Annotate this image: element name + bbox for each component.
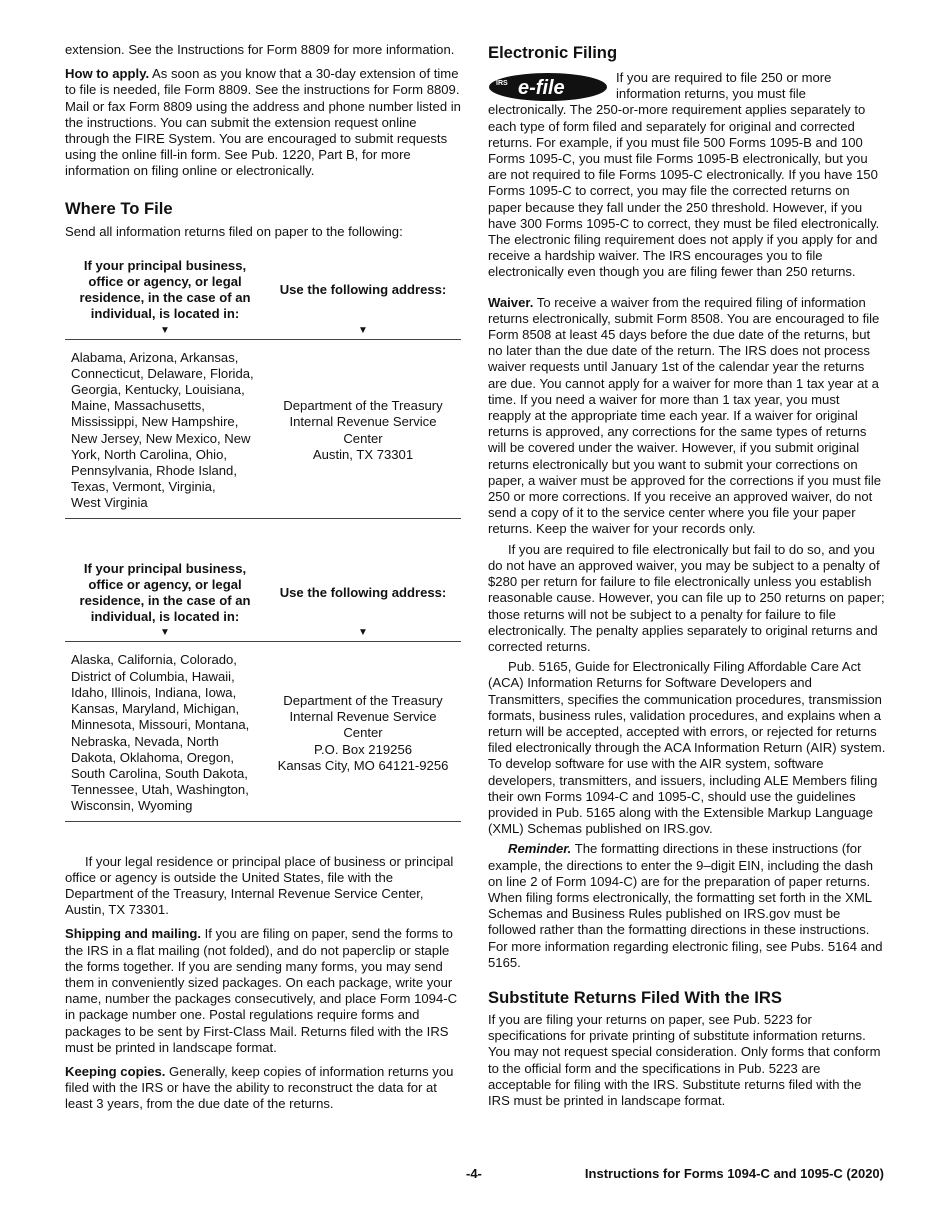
arrow-down-icon: ▼ <box>358 627 368 639</box>
electronic-filing-heading: Electronic Filing <box>488 43 618 62</box>
how-to-apply-lead: How to apply. <box>65 66 150 82</box>
arrow-down-icon: ▼ <box>160 324 170 336</box>
table-row <box>65 642 461 820</box>
mailing-address: Department of the Treasury Internal Revenue Service Center P.O. Box 219256 Kansas City, MO 64121-9256 <box>277 692 449 773</box>
states-list: Alaska, California, Colorado, District of Columbia, Hawaii, Idaho, Illinois, Indiana, Iowa, Kansas, Maryland, Michigan, Minnesota, Missouri, Montana, Nebraska, Nevada, North Dakota, Oklahoma, Oregon, South Carolina, South Dakota, Tennessee, Utah, Washington, Wisconsin, Wyoming <box>71 652 250 814</box>
table-header-arrows <box>65 625 461 641</box>
table-header-address: Use the following address: <box>279 282 447 298</box>
arrow-down-icon: ▼ <box>358 324 368 336</box>
substitute-returns-text: If you are filing your returns on paper, see Pub. 5223 for specifications for private printing of substitute information returns. You may not request special consideration. Only forms that conform to the official form and the specifications in Pub. 5223 are acceptable for filing with the IRS. Substitute returns filed with the IRS must be printed in landscape format. <box>488 1011 881 1108</box>
reminder-lead: Reminder. <box>508 841 572 857</box>
table-header-location: If your principal business, office or agency, or legal residence, in the case of an individual, is located in: <box>79 560 251 625</box>
reminder-text: The formatting directions in these instructions (for example, the directions to enter the 9–digit EIN, including the dash on line 2 of Form 1094-C) are for the preparation of paper returns. When filing forms electronically, the formatting set forth in the XML Schemas and Business Rules published on IRS.gov must be followed rather than the formatting directions in these instructions. For more information regarding electronic filing, see Pubs. 5164 and 5165. <box>488 841 883 970</box>
waiver-text: To receive a waiver from the required filing of information returns electronically, submit Form 8508. You are encouraged to file Form 8508 at least 45 days before the due date of the returns, but no later than the due date of the return. The IRS does not process waiver requests until January 1st of the calendar year the returns are due. You cannot apply for a waiver for more than 1 tax year at a time. If you need a waiver for more than 1 tax year, you must reapply at the appropriate time each year. If a waiver for original returns is approved, any corrections for the same types of returns will be covered under the waiver. However, if you submit original returns electronically but you want to submit your corrections on paper, a waiver must be approved for the corrections if you must file 250 or more corrections. If you receive an approved waiver, do not send a copy of it to the service center where you file your paper returns. Keep the waiver for your records only. <box>488 294 882 537</box>
intro-paragraph: extension. See the Instructions for Form 8809 for more information. <box>65 42 455 57</box>
table-row <box>65 340 461 518</box>
shipping-paragraph <box>65 926 461 1056</box>
keeping-copies-text: Generally, keep copies of information returns you filed with the IRS or have the ability to reconstruct the data for at least 3 years, from the due date of the returns. <box>65 1063 454 1112</box>
waiver-lead: Waiver. <box>488 294 534 310</box>
table-header <box>65 561 461 626</box>
shipping-text: If you are filing on paper, send the forms to the IRS in a flat mailing (not folded), and do not paperclip or staple the forms together. If you are sending many forms, you may send them in conveniently sized packages. On each package, write your name, number the packages consecutively, and place Form 1094-C in package number one. Postal regulations require forms and packages to be sent by First-Class Mail. Returns filed with the IRS must be printed in landscape format. <box>65 926 458 1055</box>
left-column <box>65 42 461 1113</box>
states-list: Alabama, Arizona, Arkansas, Connecticut, Delaware, Florida, Georgia, Kentucky, Louisiana, Maine, Massachusetts, Mississippi, New Hampshire, New Jersey, New Mexico, New York, North Carolina, Ohio, Pennsylvania, Rhode Island, Texas, Vermont, Virginia, West Virginia <box>71 349 254 511</box>
penalty-paragraph: If you are required to file electronically but fail to do so, and you do not have an approved waiver, you may be subject to a penalty of $280 per return for failure to file electronically unless you establish reasonable cause. However, you can file up to 250 returns on paper; those returns will not be subject to a penalty for failure to file electronically. The penalty applies separately to original returns and corrected returns. <box>488 541 885 654</box>
substitute-returns-heading: Substitute Returns Filed With the IRS <box>488 987 782 1007</box>
table-rule <box>65 518 461 519</box>
table-header-location: If your principal business, office or agency, or legal residence, in the case of an individual, is located in: <box>79 257 251 322</box>
logo-efile-text: e-file <box>518 77 565 99</box>
table-header-arrows <box>65 323 461 339</box>
address-table-1 <box>65 258 461 519</box>
right-column <box>488 42 886 1109</box>
how-to-apply-text: As soon as you know that a 30-day extension of time to file is needed, file Form 8809. See the instructions for Form 8809. Mail or fax Form 8809 using the address and phone number listed in the instructions. You can submit the extension request online through the FIRE System. You are encouraged to submit requests using the online fill-in form. See Pub. 1220, Part B, for more information on filing online or electronically. <box>65 66 461 179</box>
table-header <box>65 258 461 323</box>
footer-title: Instructions for Forms 1094-C and 1095-C (2020) <box>584 1166 884 1181</box>
keeping-copies-paragraph <box>65 1064 461 1113</box>
table-rule <box>65 821 461 822</box>
waiver-paragraph <box>488 295 886 538</box>
page-footer <box>0 1166 950 1186</box>
efile-section <box>488 70 886 281</box>
where-to-file-heading: Where To File <box>65 198 173 218</box>
electronic-filing-text: If you are required to file 250 or more information returns, you must file electronically. The 250-or-more requirement applies separately to each type of form filed and separately for original and corrected returns. For example, if you must file 500 Forms 1095-B and 100 Forms 1095-C, you must file Forms 1095-B electronically, but you are not required to file Forms 1095-C electronically. If you have 150 Forms 1095-C to correct, you may file the corrected returns on paper because they fall under the 250 threshold. However, if you have 300 Forms 1095-C to correct, they must be filed electronically. The electronic filing requirement does not apply if you apply for and receive a hardship waiver. The IRS encourages you to file electronically even though you are filing fewer than 250 returns. <box>488 70 880 280</box>
logo-irs-text: IRS <box>496 80 508 87</box>
address-table-2 <box>65 561 461 822</box>
keeping-copies-lead: Keeping copies. <box>65 1063 166 1079</box>
outside-us-paragraph: If your legal residence or principal place of business or principal office or agency is outside the United States, file with the Department of the Treasury, Internal Revenue Service Center, Austin, TX 73301. <box>65 853 454 918</box>
pub5165-paragraph: Pub. 5165, Guide for Electronically Filing Affordable Care Act (ACA) Information Returns for Software Developers and Transmitters, specifies the communication procedures, transmission formats, business rules, validation procedures, and explains when a return will be accepted, accepted with errors, or rejected for returns filed electronically through the ACA Information Return (AIR) system. To develop software for use with the AIR system, software developers, transmitters, and issuers, including ALE Members filing their own Forms 1094-C and 1095-C, should use the guidelines provided in Pub. 5165 along with the Extensible Markup Language (XML) Schemas published on IRS.gov. <box>488 659 886 837</box>
how-to-apply-paragraph <box>65 66 461 179</box>
table-header-address: Use the following address: <box>279 584 447 600</box>
page-number: -4- <box>466 1166 482 1181</box>
mailing-address: Department of the Treasury Internal Revenue Service Center Austin, TX 73301 <box>283 398 443 462</box>
arrow-down-icon: ▼ <box>160 627 170 639</box>
where-to-file-text: Send all information returns filed on paper to the following: <box>65 223 403 239</box>
shipping-lead: Shipping and mailing. <box>65 926 202 942</box>
irs-efile-logo <box>488 72 608 102</box>
reminder-paragraph <box>488 841 886 971</box>
